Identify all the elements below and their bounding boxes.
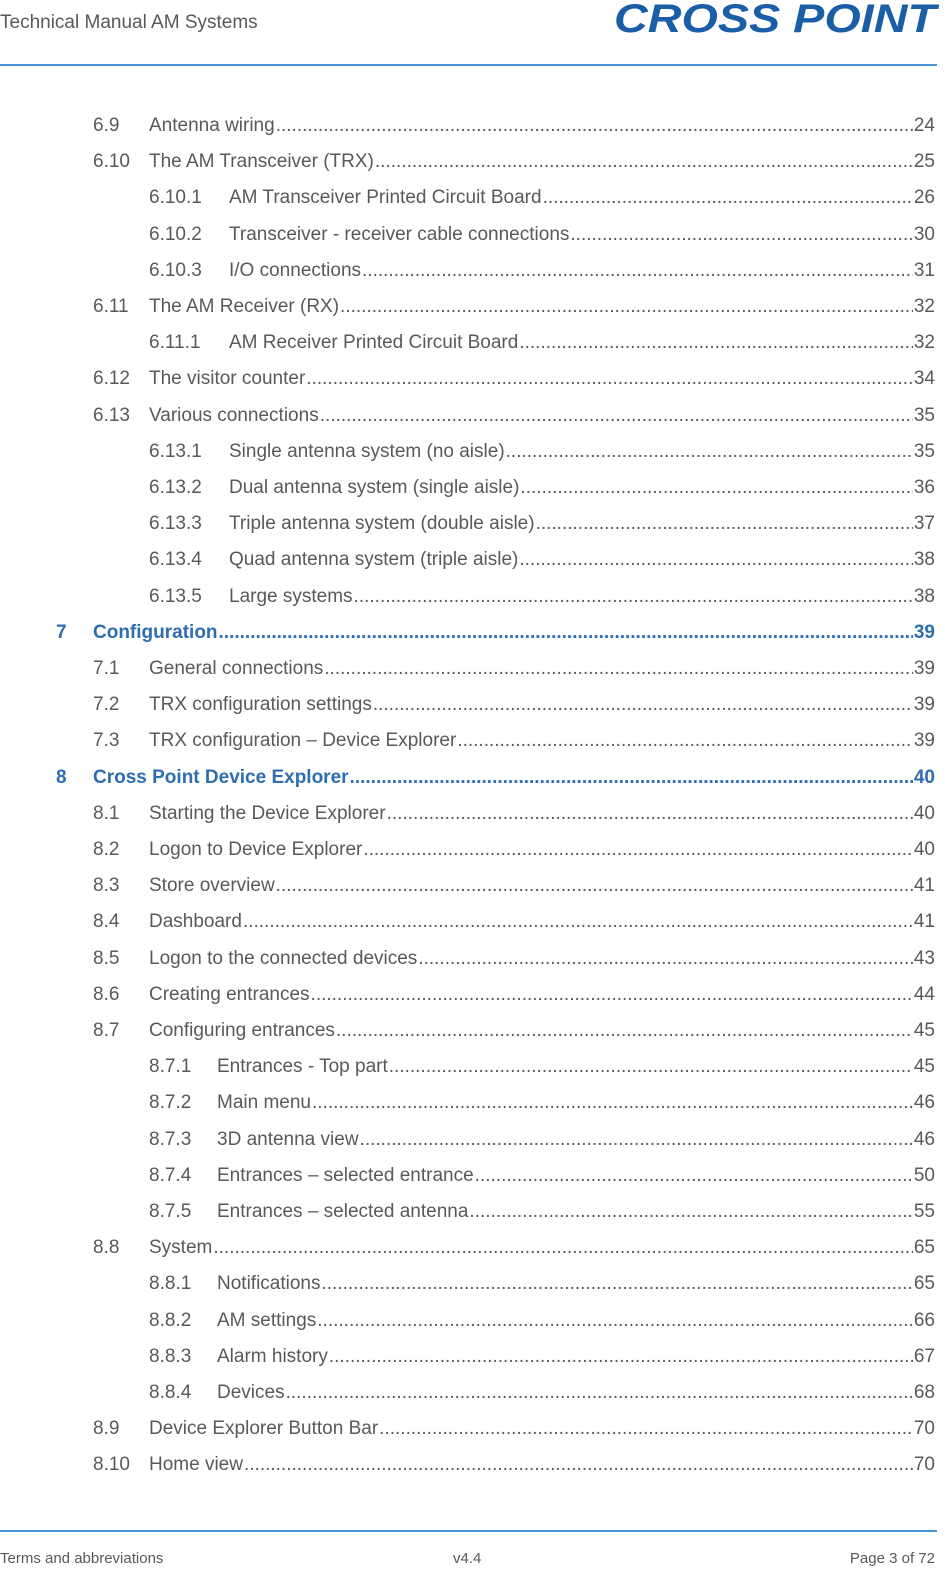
toc-entry-number: 6.11 bbox=[93, 296, 129, 317]
toc-entry-link[interactable] bbox=[217, 1090, 935, 1116]
toc-entry-title: 3D antenna view bbox=[217, 1129, 359, 1150]
toc-entry-link[interactable] bbox=[149, 1416, 935, 1442]
toc-entry-number: 8.9 bbox=[93, 1418, 120, 1439]
toc-dot-leader bbox=[389, 1054, 913, 1080]
toc-entry-title: Notifications bbox=[217, 1273, 321, 1294]
toc-entry-page: 39 bbox=[913, 622, 935, 643]
toc-entry-number: 6.10.3 bbox=[149, 260, 202, 281]
toc-entry[interactable] bbox=[0, 837, 945, 863]
toc-entry-link[interactable] bbox=[217, 1054, 935, 1080]
toc-entry-title: The visitor counter bbox=[149, 368, 306, 389]
toc-entry[interactable] bbox=[0, 620, 945, 646]
toc-entry-page: 70 bbox=[913, 1418, 935, 1439]
toc-entry[interactable] bbox=[0, 439, 945, 465]
toc-entry-page: 38 bbox=[913, 586, 935, 607]
toc-entry-number: 8.8.2 bbox=[149, 1310, 192, 1331]
toc-dot-leader bbox=[340, 294, 913, 320]
toc-entry-number: 8.7.3 bbox=[149, 1129, 192, 1150]
toc-dot-leader bbox=[520, 475, 912, 501]
toc-entry-title: Dashboard bbox=[149, 911, 242, 932]
toc-entry-number: 8 bbox=[56, 767, 67, 788]
toc-dot-leader bbox=[213, 1235, 913, 1261]
toc-entry[interactable] bbox=[0, 294, 945, 320]
toc-entry-number: 8.8.3 bbox=[149, 1346, 192, 1367]
toc-entry-number: 8.4 bbox=[93, 911, 120, 932]
toc-entry-title: Configuration bbox=[93, 622, 218, 643]
toc-entry[interactable] bbox=[0, 1308, 945, 1334]
toc-entry-title: The AM Transceiver (TRX) bbox=[149, 151, 374, 172]
toc-entry-title: Logon to Device Explorer bbox=[149, 839, 363, 860]
toc-entry[interactable] bbox=[0, 801, 945, 827]
toc-entry-page: 34 bbox=[913, 368, 935, 389]
toc-entry-page: 40 bbox=[913, 803, 935, 824]
toc-entry-number: 6.10.2 bbox=[149, 224, 202, 245]
toc-entry-link[interactable] bbox=[149, 294, 935, 320]
toc-entry-title: Entrances – selected entrance bbox=[217, 1165, 474, 1186]
toc-dot-leader bbox=[244, 1452, 913, 1478]
toc-entry-title: TRX configuration settings bbox=[149, 694, 372, 715]
toc-entry-title: General connections bbox=[149, 658, 324, 679]
toc-entry-title: Cross Point Device Explorer bbox=[93, 767, 349, 788]
toc-entry[interactable] bbox=[0, 1452, 945, 1478]
toc-entry-link[interactable] bbox=[217, 1271, 935, 1297]
toc-entry-number: 8.1 bbox=[93, 803, 120, 824]
toc-entry[interactable] bbox=[0, 1235, 945, 1261]
toc-entry-number: 8.8 bbox=[93, 1237, 120, 1258]
toc-entry-title: TRX configuration – Device Explorer bbox=[149, 730, 457, 751]
toc-dot-leader bbox=[379, 1416, 913, 1442]
toc-entry[interactable] bbox=[0, 728, 945, 754]
toc-entry-page: 35 bbox=[913, 441, 935, 462]
toc-dot-leader bbox=[322, 1271, 913, 1297]
toc-entry-page: 70 bbox=[913, 1454, 935, 1475]
toc-entry-title: AM Transceiver Printed Circuit Board bbox=[229, 187, 542, 208]
toc-entry-number: 6.13.4 bbox=[149, 549, 202, 570]
toc-entry-link[interactable] bbox=[149, 909, 935, 935]
toc-dot-leader bbox=[373, 692, 913, 718]
toc-entry-page: 65 bbox=[913, 1273, 935, 1294]
toc-entry-number: 8.10 bbox=[93, 1454, 130, 1475]
toc-dot-leader bbox=[317, 1308, 913, 1334]
toc-entry-link[interactable] bbox=[229, 330, 935, 356]
toc-entry-title: Dual antenna system (single aisle) bbox=[229, 477, 520, 498]
footer-section-name: Terms and abbreviations bbox=[0, 1550, 164, 1567]
toc-entry[interactable] bbox=[0, 403, 945, 429]
toc-entry-page: 46 bbox=[913, 1129, 935, 1150]
toc-entry-page: 44 bbox=[913, 984, 935, 1005]
toc-entry[interactable] bbox=[0, 982, 945, 1008]
toc-entry-number: 6.11.1 bbox=[149, 332, 201, 353]
footer-page-number: Page 3 of 72 bbox=[849, 1550, 935, 1567]
toc-entry-link[interactable] bbox=[229, 475, 935, 501]
toc-entry-title: Entrances – selected antenna bbox=[217, 1201, 469, 1222]
toc-dot-leader bbox=[324, 656, 913, 682]
toc-entry-link[interactable] bbox=[149, 149, 935, 175]
toc-entry-number: 8.8.1 bbox=[149, 1273, 192, 1294]
toc-entry-page: 40 bbox=[913, 839, 935, 860]
toc-entry-link[interactable] bbox=[149, 982, 935, 1008]
toc-entry-page: 55 bbox=[913, 1201, 935, 1222]
toc-entry[interactable] bbox=[0, 330, 945, 356]
toc-entry[interactable] bbox=[0, 511, 945, 537]
toc-entry-link[interactable] bbox=[229, 511, 935, 537]
toc-entry-link[interactable] bbox=[229, 584, 935, 610]
toc-entry-page: 41 bbox=[913, 875, 935, 896]
toc-entry-title: System bbox=[149, 1237, 213, 1258]
toc-entry-title: Single antenna system (no aisle) bbox=[229, 441, 505, 462]
toc-entry-title: Devices bbox=[217, 1382, 285, 1403]
toc-dot-leader bbox=[519, 547, 912, 573]
toc-entry-page: 26 bbox=[913, 187, 935, 208]
toc-entry[interactable] bbox=[0, 765, 945, 791]
toc-dot-leader bbox=[536, 511, 913, 537]
toc-entry-number: 8.8.4 bbox=[149, 1382, 192, 1403]
toc-dot-leader bbox=[354, 584, 913, 610]
toc-entry-page: 30 bbox=[913, 224, 935, 245]
toc-entry-page: 46 bbox=[913, 1092, 935, 1113]
toc-entry-number: 7.3 bbox=[93, 730, 120, 751]
toc-entry-title: Triple antenna system (double aisle) bbox=[229, 513, 535, 534]
toc-entry-title: Entrances - Top part bbox=[217, 1056, 388, 1077]
toc-dot-leader bbox=[469, 1199, 912, 1225]
toc-entry-title: Transceiver - receiver cable connections bbox=[229, 224, 570, 245]
toc-dot-leader bbox=[276, 113, 913, 139]
toc-entry-link[interactable] bbox=[217, 1344, 935, 1370]
toc-entry-title: Large systems bbox=[229, 586, 353, 607]
toc-entry-link[interactable] bbox=[149, 1452, 935, 1478]
toc-entry-title: AM settings bbox=[217, 1310, 317, 1331]
toc-entry-page: 66 bbox=[913, 1310, 935, 1331]
toc-entry-number: 8.7 bbox=[93, 1020, 120, 1041]
toc-entry-link[interactable] bbox=[149, 656, 935, 682]
toc-entry-number: 8.7.2 bbox=[149, 1092, 192, 1113]
toc-entry-number: 8.5 bbox=[93, 948, 120, 969]
toc-entry[interactable] bbox=[0, 1271, 945, 1297]
toc-dot-leader bbox=[506, 439, 913, 465]
toc-entry-page: 68 bbox=[913, 1382, 935, 1403]
toc-entry-title: Alarm history bbox=[217, 1346, 328, 1367]
toc-dot-leader bbox=[362, 258, 913, 284]
toc-entry-number: 6.13.2 bbox=[149, 477, 202, 498]
toc-entry-number: 6.10 bbox=[93, 151, 130, 172]
toc-entry-title: Store overview bbox=[149, 875, 275, 896]
footer-divider bbox=[0, 1530, 937, 1532]
toc-dot-leader bbox=[243, 909, 913, 935]
toc-entry[interactable] bbox=[0, 909, 945, 935]
toc-entry-page: 65 bbox=[913, 1237, 935, 1258]
toc-entry-page: 24 bbox=[913, 115, 935, 136]
toc-entry-title: Main menu bbox=[217, 1092, 311, 1113]
toc-entry-page: 41 bbox=[913, 911, 935, 932]
toc-entry-title: AM Receiver Printed Circuit Board bbox=[229, 332, 519, 353]
toc-dot-leader bbox=[519, 330, 913, 356]
toc-entry-title: Antenna wiring bbox=[149, 115, 275, 136]
toc-entry[interactable] bbox=[0, 1018, 945, 1044]
toc-entry-page: 38 bbox=[913, 549, 935, 570]
toc-dot-leader bbox=[312, 1090, 913, 1116]
page-header bbox=[0, 0, 945, 66]
toc-entry[interactable] bbox=[0, 1344, 945, 1370]
toc-entry-number: 6.9 bbox=[93, 115, 120, 136]
toc-entry-link[interactable] bbox=[149, 113, 935, 139]
toc-dot-leader bbox=[286, 1380, 913, 1406]
toc-entry[interactable] bbox=[0, 149, 945, 175]
toc-entry-page: 37 bbox=[913, 513, 935, 534]
toc-entry-page: 39 bbox=[913, 694, 935, 715]
toc-entry[interactable] bbox=[0, 946, 945, 972]
toc-entry-link[interactable] bbox=[217, 1127, 935, 1153]
toc-entry-page: 50 bbox=[913, 1165, 935, 1186]
toc-entry-number: 6.13.3 bbox=[149, 513, 202, 534]
cross-point-logo bbox=[610, 0, 940, 40]
toc-entry-link[interactable] bbox=[229, 258, 935, 284]
document-title: Technical Manual AM Systems bbox=[0, 12, 258, 33]
toc-entry-link[interactable] bbox=[229, 547, 935, 573]
toc-entry-number: 7.1 bbox=[93, 658, 120, 679]
toc-entry-link[interactable] bbox=[149, 1018, 935, 1044]
toc-entry-page: 45 bbox=[913, 1056, 935, 1077]
toc-entry[interactable] bbox=[0, 1054, 945, 1080]
toc-entry-number: 6.13.5 bbox=[149, 586, 202, 607]
footer-version: v4.4 bbox=[453, 1550, 482, 1567]
toc-dot-leader bbox=[336, 1018, 913, 1044]
toc-entry-link[interactable] bbox=[149, 837, 935, 863]
toc-entry[interactable] bbox=[0, 1380, 945, 1406]
toc-entry-page: 35 bbox=[913, 405, 935, 426]
toc-entry-link[interactable] bbox=[149, 946, 935, 972]
toc-entry-page: 32 bbox=[913, 296, 935, 317]
toc-entry-title: Configuring entrances bbox=[149, 1020, 335, 1041]
toc-entry[interactable] bbox=[0, 692, 945, 718]
toc-entry-title: Starting the Device Explorer bbox=[149, 803, 386, 824]
toc-dot-leader bbox=[311, 982, 913, 1008]
toc-entry-number: 6.13.1 bbox=[149, 441, 202, 462]
toc-dot-leader bbox=[276, 873, 913, 899]
toc-dot-leader bbox=[570, 222, 912, 248]
toc-entry-title: I/O connections bbox=[229, 260, 362, 281]
toc-entry-link[interactable] bbox=[149, 366, 935, 392]
toc-entry-title: Home view bbox=[149, 1454, 243, 1475]
toc-entry-link[interactable] bbox=[217, 1308, 935, 1334]
toc-dot-leader bbox=[329, 1344, 913, 1370]
toc-dot-leader bbox=[306, 366, 913, 392]
toc-entry[interactable] bbox=[0, 1416, 945, 1442]
toc-entry-title: The AM Receiver (RX) bbox=[149, 296, 340, 317]
toc-entry-link[interactable] bbox=[93, 765, 935, 791]
toc-entry-link[interactable] bbox=[149, 728, 935, 754]
toc-entry-number: 6.10.1 bbox=[149, 187, 202, 208]
toc-entry[interactable] bbox=[0, 1199, 945, 1225]
toc-dot-leader bbox=[475, 1163, 913, 1189]
toc-entry-number: 6.13 bbox=[93, 405, 130, 426]
toc-entry-page: 39 bbox=[913, 730, 935, 751]
toc-entry[interactable] bbox=[0, 1163, 945, 1189]
toc-entry[interactable] bbox=[0, 366, 945, 392]
toc-entry[interactable] bbox=[0, 113, 945, 139]
toc-entry-number: 8.7.5 bbox=[149, 1201, 192, 1222]
toc-entry-link[interactable] bbox=[149, 873, 935, 899]
toc-entry-page: 39 bbox=[913, 658, 935, 679]
toc-dot-leader bbox=[375, 149, 913, 175]
toc-dot-leader bbox=[457, 728, 913, 754]
toc-entry[interactable] bbox=[0, 547, 945, 573]
toc-entry-page: 67 bbox=[913, 1346, 935, 1367]
toc-entry-link[interactable] bbox=[229, 185, 935, 211]
toc-entry[interactable] bbox=[0, 222, 945, 248]
toc-entry-title: Quad antenna system (triple aisle) bbox=[229, 549, 519, 570]
toc-entry-title: Device Explorer Button Bar bbox=[149, 1418, 379, 1439]
toc-dot-leader bbox=[543, 185, 913, 211]
toc-entry-page: 45 bbox=[913, 1020, 935, 1041]
toc-entry-link[interactable] bbox=[93, 620, 935, 646]
toc-entry-link[interactable] bbox=[217, 1380, 935, 1406]
toc-dot-leader bbox=[363, 837, 913, 863]
toc-entry-page: 40 bbox=[913, 767, 935, 788]
toc-dot-leader bbox=[387, 801, 913, 827]
toc-entry-number: 8.6 bbox=[93, 984, 120, 1005]
toc-entry-number: 7 bbox=[56, 622, 67, 643]
toc-entry-link[interactable] bbox=[217, 1199, 935, 1225]
toc-entry-link[interactable] bbox=[149, 1235, 935, 1261]
toc-entry-title: Creating entrances bbox=[149, 984, 310, 1005]
toc-dot-leader bbox=[320, 403, 913, 429]
toc-entry[interactable] bbox=[0, 185, 945, 211]
toc-entry[interactable] bbox=[0, 584, 945, 610]
toc-entry-page: 25 bbox=[913, 151, 935, 172]
toc-entry-number: 7.2 bbox=[93, 694, 120, 715]
toc-entry-page: 32 bbox=[913, 332, 935, 353]
toc-entry-title: Various connections bbox=[149, 405, 319, 426]
toc-entry-link[interactable] bbox=[149, 403, 935, 429]
toc-entry-page: 36 bbox=[913, 477, 935, 498]
toc-entry-number: 8.7.1 bbox=[149, 1056, 192, 1077]
toc-entry-link[interactable] bbox=[229, 222, 935, 248]
toc-entry-number: 6.12 bbox=[93, 368, 130, 389]
toc-dot-leader bbox=[360, 1127, 913, 1153]
toc-dot-leader bbox=[418, 946, 913, 972]
toc-entry-link[interactable] bbox=[217, 1163, 935, 1189]
toc-entry-page: 31 bbox=[913, 260, 935, 281]
header-divider bbox=[0, 64, 937, 66]
toc-dot-leader bbox=[350, 765, 913, 791]
toc-entry-link[interactable] bbox=[149, 692, 935, 718]
toc-entry[interactable] bbox=[0, 1090, 945, 1116]
toc-entry-title: Logon to the connected devices bbox=[149, 948, 418, 969]
toc-entry[interactable] bbox=[0, 873, 945, 899]
toc-entry-number: 8.2 bbox=[93, 839, 120, 860]
toc-entry-link[interactable] bbox=[149, 801, 935, 827]
toc-entry-link[interactable] bbox=[229, 439, 935, 465]
toc-entry[interactable] bbox=[0, 1127, 945, 1153]
toc-entry-number: 8.7.4 bbox=[149, 1165, 192, 1186]
toc-entry[interactable] bbox=[0, 258, 945, 284]
toc-dot-leader bbox=[219, 620, 913, 646]
toc-entry[interactable] bbox=[0, 475, 945, 501]
logo-text: CROSS POINT bbox=[614, 0, 940, 40]
toc-entry-page: 43 bbox=[913, 948, 935, 969]
toc-entry-number: 8.3 bbox=[93, 875, 120, 896]
toc-entry[interactable] bbox=[0, 656, 945, 682]
